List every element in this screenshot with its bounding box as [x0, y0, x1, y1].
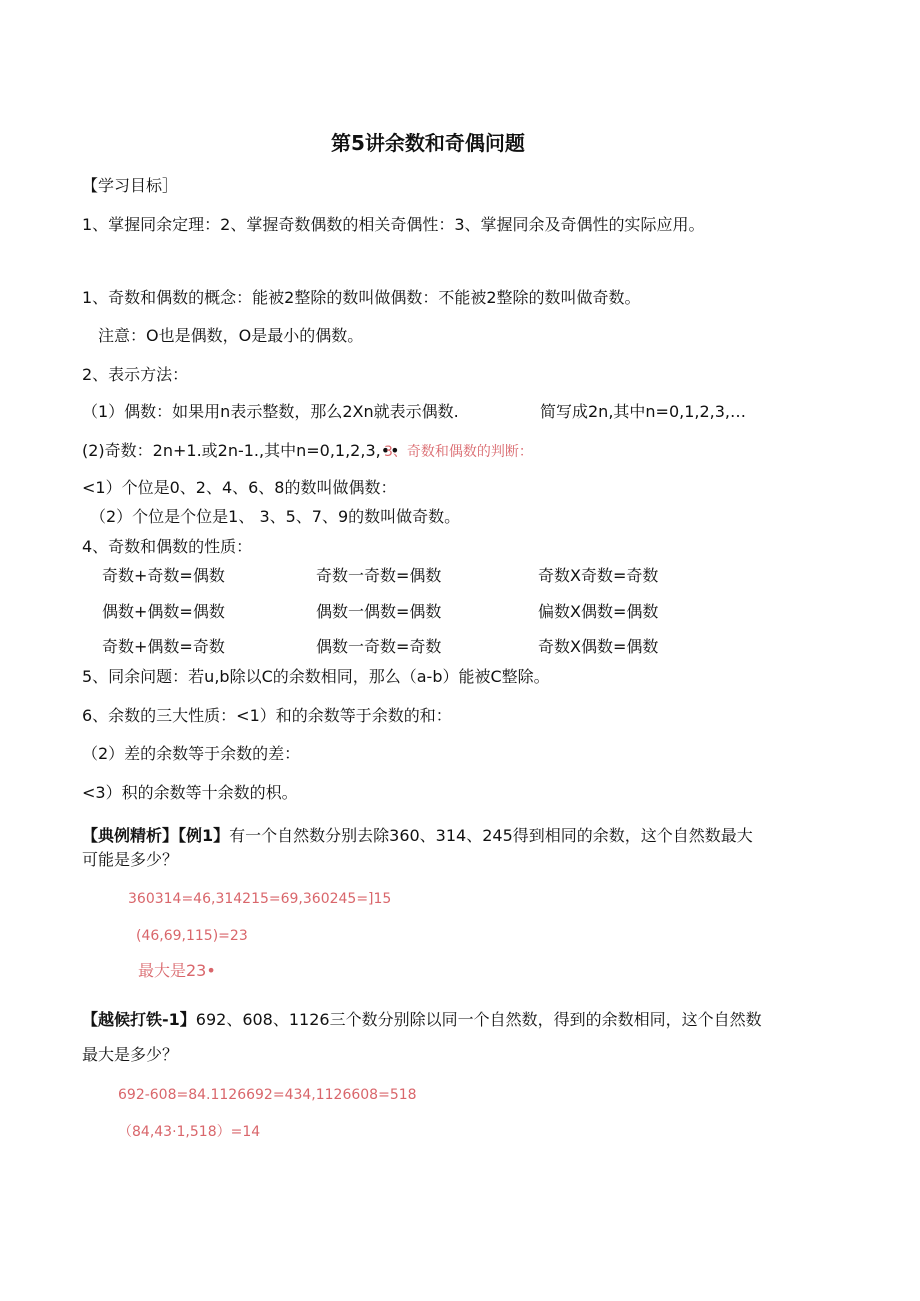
example-answer-line: 360314=46,314215=69,360245=]15: [128, 891, 392, 907]
example-question: 有一个自然数分别去除360、314、245得到相同的余数，这个自然数最大: [229, 826, 753, 845]
note-paragraph: 注意：O也是偶数，O是最小的偶数。: [98, 326, 364, 345]
properties-heading: 4、奇数和偶数的性质：: [82, 537, 253, 556]
page-title: 第5讲余数和奇偶问题: [331, 131, 525, 155]
odd-judgement: （2）个位是个位是1、 3、5、7、9的数叫做奇数。: [90, 507, 461, 526]
even-judgement: <1）个位是0、2、4、6、8的数叫做偶数：: [82, 478, 397, 497]
remainder-product: <3）积的余数等十余数的枳。: [82, 783, 298, 802]
remainder-difference: （2）差的余数等于余数的差：: [82, 744, 301, 763]
property-cell: 偶数一偶数=偶数: [316, 602, 442, 621]
practice-answer-line: （84,43·1,518）=14: [118, 1124, 261, 1140]
property-cell: 偶数+偶数=偶数: [102, 602, 225, 621]
even-shorthand: 简写成2n,其中n=0,1,2,3,…: [540, 402, 747, 421]
practice-question: 692、608、1126三个数分别除以同一个自然数，得到的余数相同，这个自然数: [195, 1010, 762, 1029]
goal-header: 【学习目标］: [82, 176, 179, 195]
property-cell: 奇数X偶数=偶数: [538, 637, 659, 656]
representation-heading: 2、表示方法：: [82, 365, 189, 384]
property-cell: 偶数一奇数=奇数: [316, 637, 442, 656]
property-cell: 奇数X奇数=奇数: [538, 566, 659, 585]
concept-paragraph: 1、奇数和偶数的概念：能被2整除的数叫做偶数：不能被2整除的数叫做奇数。: [82, 288, 641, 307]
property-cell: 奇数+奇数=偶数: [102, 566, 225, 585]
practice-tag: 【越候打铁-1】: [82, 1010, 196, 1029]
remainder-properties: 6、余数的三大性质：<1）和的余数等于余数的和：: [82, 706, 452, 725]
example-answer-line: (46,69,115)=23: [136, 928, 248, 944]
property-cell: 奇数+偶数=奇数: [102, 637, 225, 656]
property-cell: 奇数一奇数=偶数: [316, 566, 442, 585]
example-answer-line: 最大是23•: [138, 961, 216, 980]
example-question-cont: 可能是多少？: [82, 850, 179, 869]
even-representation: （1）偶数：如果用n表示整数，那么2Xn就表示偶数.: [82, 402, 459, 421]
judgement-heading: 3、奇数和偶数的判断：: [384, 444, 533, 460]
practice-answer-line: 692-608=84.1126692=434,1126608=518: [118, 1087, 417, 1103]
property-cell: 偏数X偶数=偶数: [538, 602, 659, 621]
odd-representation: (2)奇数：2n+1.或2n-1.,其中n=0,1,2,3,••: [82, 441, 400, 460]
congruence-paragraph: 5、同余问题：若u,b除以C的余数相同，那么（a-b）能被C整除。: [82, 667, 550, 686]
practice-question-cont: 最大是多少？: [82, 1045, 179, 1064]
goals-text: 1、掌握同余定理：2、掌握奇数偶数的相关奇偶性：3、掌握同余及奇偶性的实际应用。: [82, 215, 705, 234]
example-tag: 【典例精析】【例1】: [82, 826, 230, 845]
